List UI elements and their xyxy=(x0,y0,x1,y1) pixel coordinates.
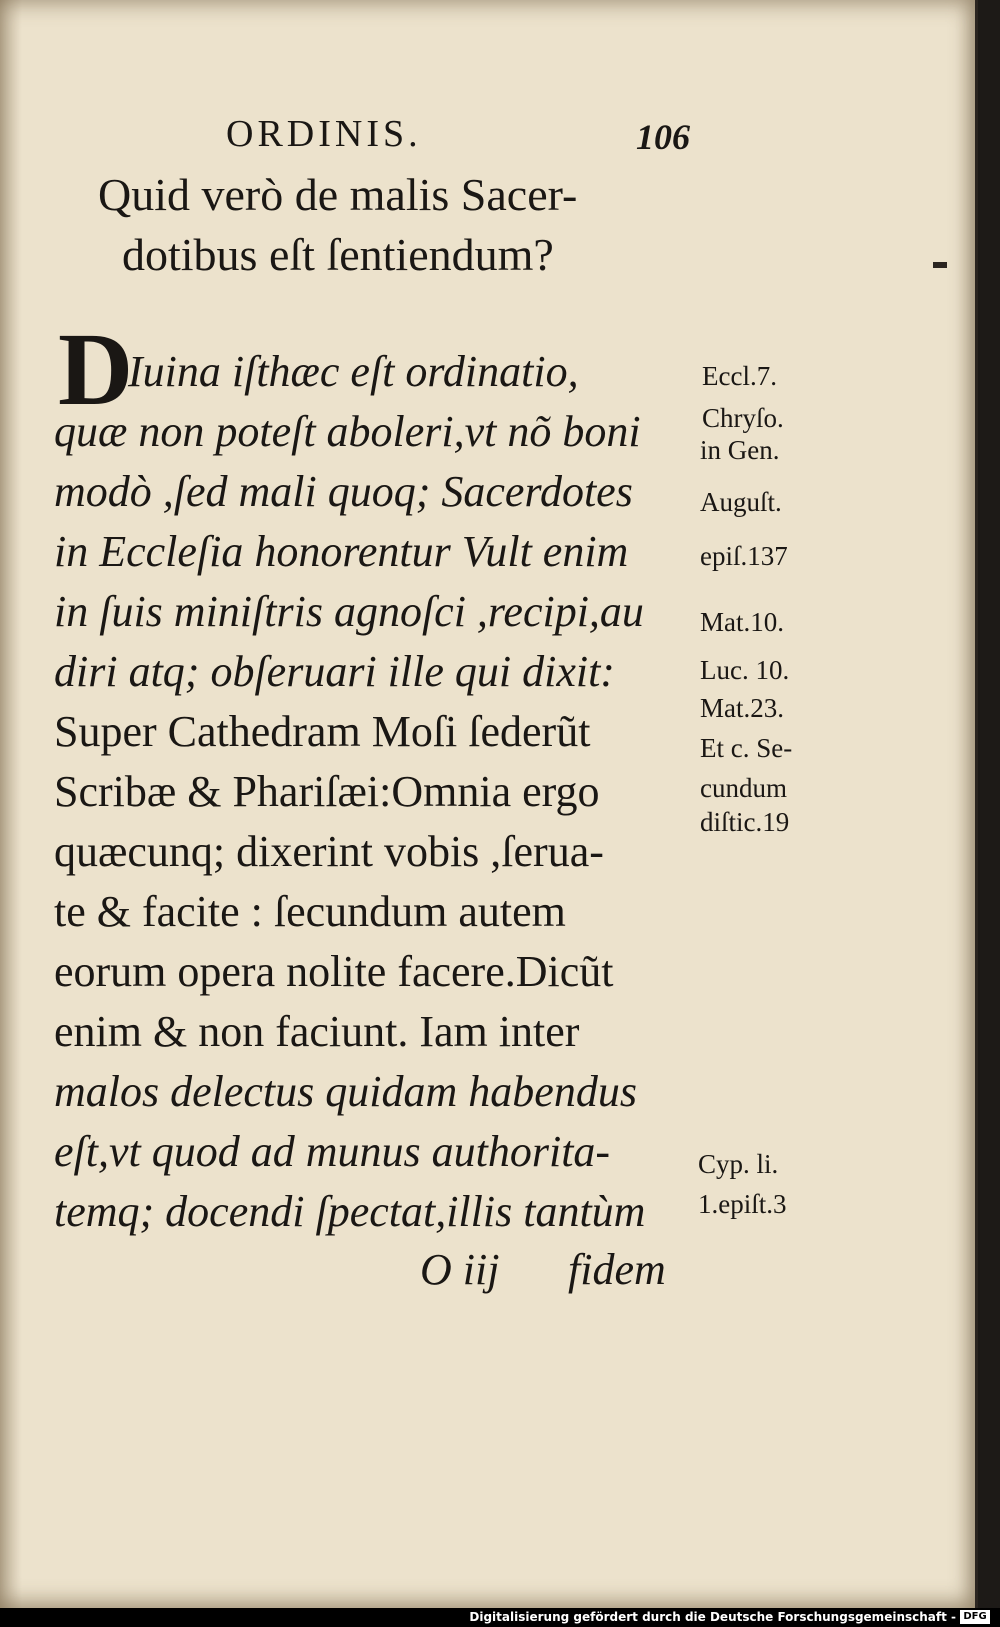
body-line: malos delectus quidam habendus xyxy=(54,1067,637,1116)
body-line: eſt,vt quod ad munus authorita- xyxy=(54,1127,611,1176)
body-line: in ſuis miniſtris agnoſci ,recipi,au xyxy=(54,587,644,636)
margin-note: epiſ.137 xyxy=(700,541,788,571)
body-line: te & facite : ſecundum autem xyxy=(54,887,566,936)
body-line: enim & non faciunt. Iam inter xyxy=(54,1007,580,1056)
running-header-title: ORDINIS. xyxy=(226,113,422,155)
body-line: Scribæ & Phariſæi:Omnia ergo xyxy=(54,767,600,816)
margin-note: Et c. Se- xyxy=(700,733,793,763)
margin-note: in Gen. xyxy=(700,435,780,465)
margin-note: Mat.10. xyxy=(700,607,784,637)
body-line: Super Cathedram Moſi ſederũt xyxy=(54,707,591,756)
body-line: eorum opera nolite facere.Dicũt xyxy=(54,947,614,996)
margin-note: Chryſo. xyxy=(702,403,784,433)
section-heading-line-1: Quid verò de malis Sacer- xyxy=(98,169,578,220)
drop-cap-initial: D xyxy=(58,312,134,427)
page-number: 106 xyxy=(636,117,690,157)
margin-note: 1.epiſt.3 xyxy=(698,1189,787,1219)
dfg-logo: DFG xyxy=(960,1610,990,1624)
margin-note: diſtic.19 xyxy=(700,807,790,837)
margin-note: Eccl.7. xyxy=(702,361,777,391)
body-line: quæcunq; dixerint vobis ,ſerua- xyxy=(54,827,604,876)
catchword: fidem xyxy=(568,1245,666,1294)
margin-note: Luc. 10. xyxy=(700,655,790,685)
body-line: in Eccleſia honorentur Vult enim xyxy=(54,527,629,576)
margin-note: Cyp. li. xyxy=(698,1149,779,1179)
body-line: quæ non poteſt aboleri,vt nõ boni xyxy=(54,407,641,456)
body-line: temq; docendi ſpectat,illis tantùm xyxy=(54,1187,646,1236)
body-line: modò ,ſed mali quoq; Sacerdotes xyxy=(54,467,633,516)
footer-credit: Digitalisierung gefördert durch die Deutsche Forschungsgemeinschaft - xyxy=(469,1610,956,1624)
margin-note: Mat.23. xyxy=(700,693,784,723)
section-heading-line-2: dotibus eſt ſentiendum? xyxy=(122,229,554,280)
body-line: diri atq; obſeruari ille qui dixit: xyxy=(54,647,615,696)
margin-note: Auguſt. xyxy=(700,487,782,517)
page-edge-mark xyxy=(933,262,947,268)
body-line: Iuina iſthæc eſt ordinatio, xyxy=(128,347,579,396)
margin-note: cundum xyxy=(700,773,787,803)
signature-mark: O iij xyxy=(420,1245,500,1294)
